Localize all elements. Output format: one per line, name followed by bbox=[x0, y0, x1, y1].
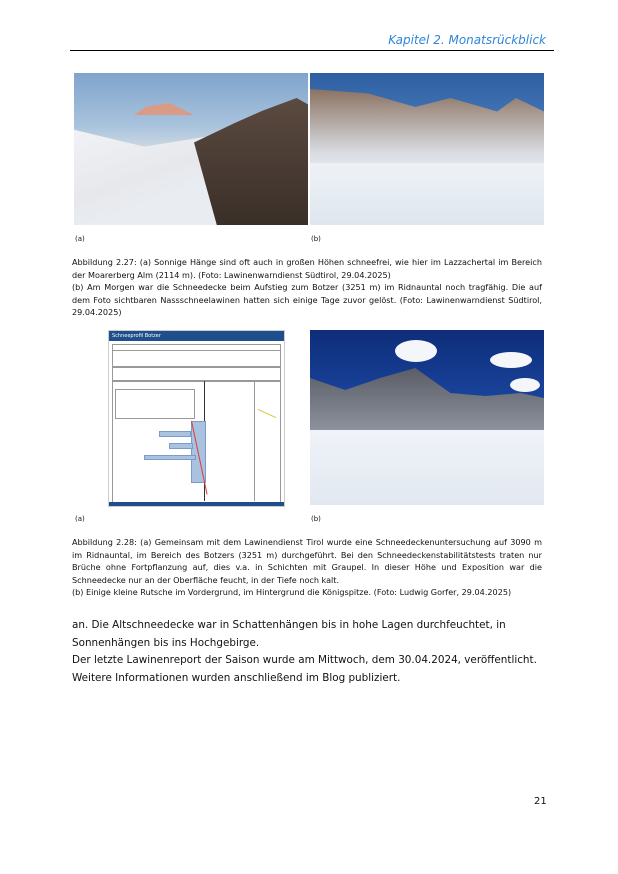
running-header bbox=[70, 30, 554, 51]
figure-caption-2-27 bbox=[72, 256, 542, 319]
paragraph: an. Die Altschneedecke war in Schattenhängen bis in hohe Lagen durchfeuchtet, in Sonnenhängen bis ins Hochgebirge. bbox=[72, 619, 506, 649]
caption-b: (b) Einige kleine Rutsche im Vordergrund, im Hintergrund die Königspitze. (Foto: Ludwig Gorfer, 29.04.2025) bbox=[72, 587, 512, 597]
paragraph: Der letzte Lawinenreport der Saison wurde am Mittwoch, dem 30.04.2024, veröffentlicht. Weitere Informationen wurden anschließend im Blog publiziert. bbox=[72, 654, 537, 684]
profile-title: Schneeprofil Botzer bbox=[109, 331, 284, 341]
photo-botzer-ascent bbox=[310, 73, 544, 225]
caption-b: (b) Am Morgen war die Schneedecke beim Aufstieg zum Botzer (3251 m) im Ridnauntal noch tragfähig. Die auf dem Foto sichtbaren Nassschneelawinen hatten sich einige Tage zuvor gelöst. (Foto: Lawinenwarndienst Südtirol, 29.04.2025) bbox=[72, 282, 542, 317]
subfigure-label-a: (a) bbox=[75, 515, 85, 523]
figure-caption-2-28 bbox=[72, 536, 542, 599]
subfigure-label-a: (a) bbox=[75, 235, 85, 243]
body-text bbox=[72, 617, 546, 687]
page-number: 21 bbox=[534, 796, 547, 807]
caption-a: Abbildung 2.28: (a) Gemeinsam mit dem Lawinendienst Tirol wurde eine Schneedeckenuntersuchung auf 3090 m im Ridnauntal, im Bereich des Botzers (3251 m) durchgeführt. Bei den Schneedeckenstabilitätstests traten nur Brüche ohne Fortpflanzung auf, dies v.a. in Schichten mit Graupel. In dieser Höhe und Exposition war die Schneedecke nur an der Oberfläche feucht, in der Tiefe noch kalt. bbox=[72, 537, 542, 585]
photo-lazzachertal bbox=[74, 73, 308, 225]
subfigure-label-b: (b) bbox=[311, 235, 321, 243]
caption-a: Abbildung 2.27: (a) Sonnige Hänge sind oft auch in großen Höhen schneefrei, wie hier im Lazzachertal im Bereich der Moarerberg Alm (2114 m). (Foto: Lawinenwarndienst Südtirol, 29.04.2025) bbox=[72, 257, 542, 280]
subfigure-label-b: (b) bbox=[311, 515, 321, 523]
chapter-title: Kapitel 2. Monatsrückblick bbox=[388, 33, 546, 47]
photo-koenigspitze bbox=[310, 330, 544, 505]
snow-profile-chart bbox=[108, 330, 285, 507]
